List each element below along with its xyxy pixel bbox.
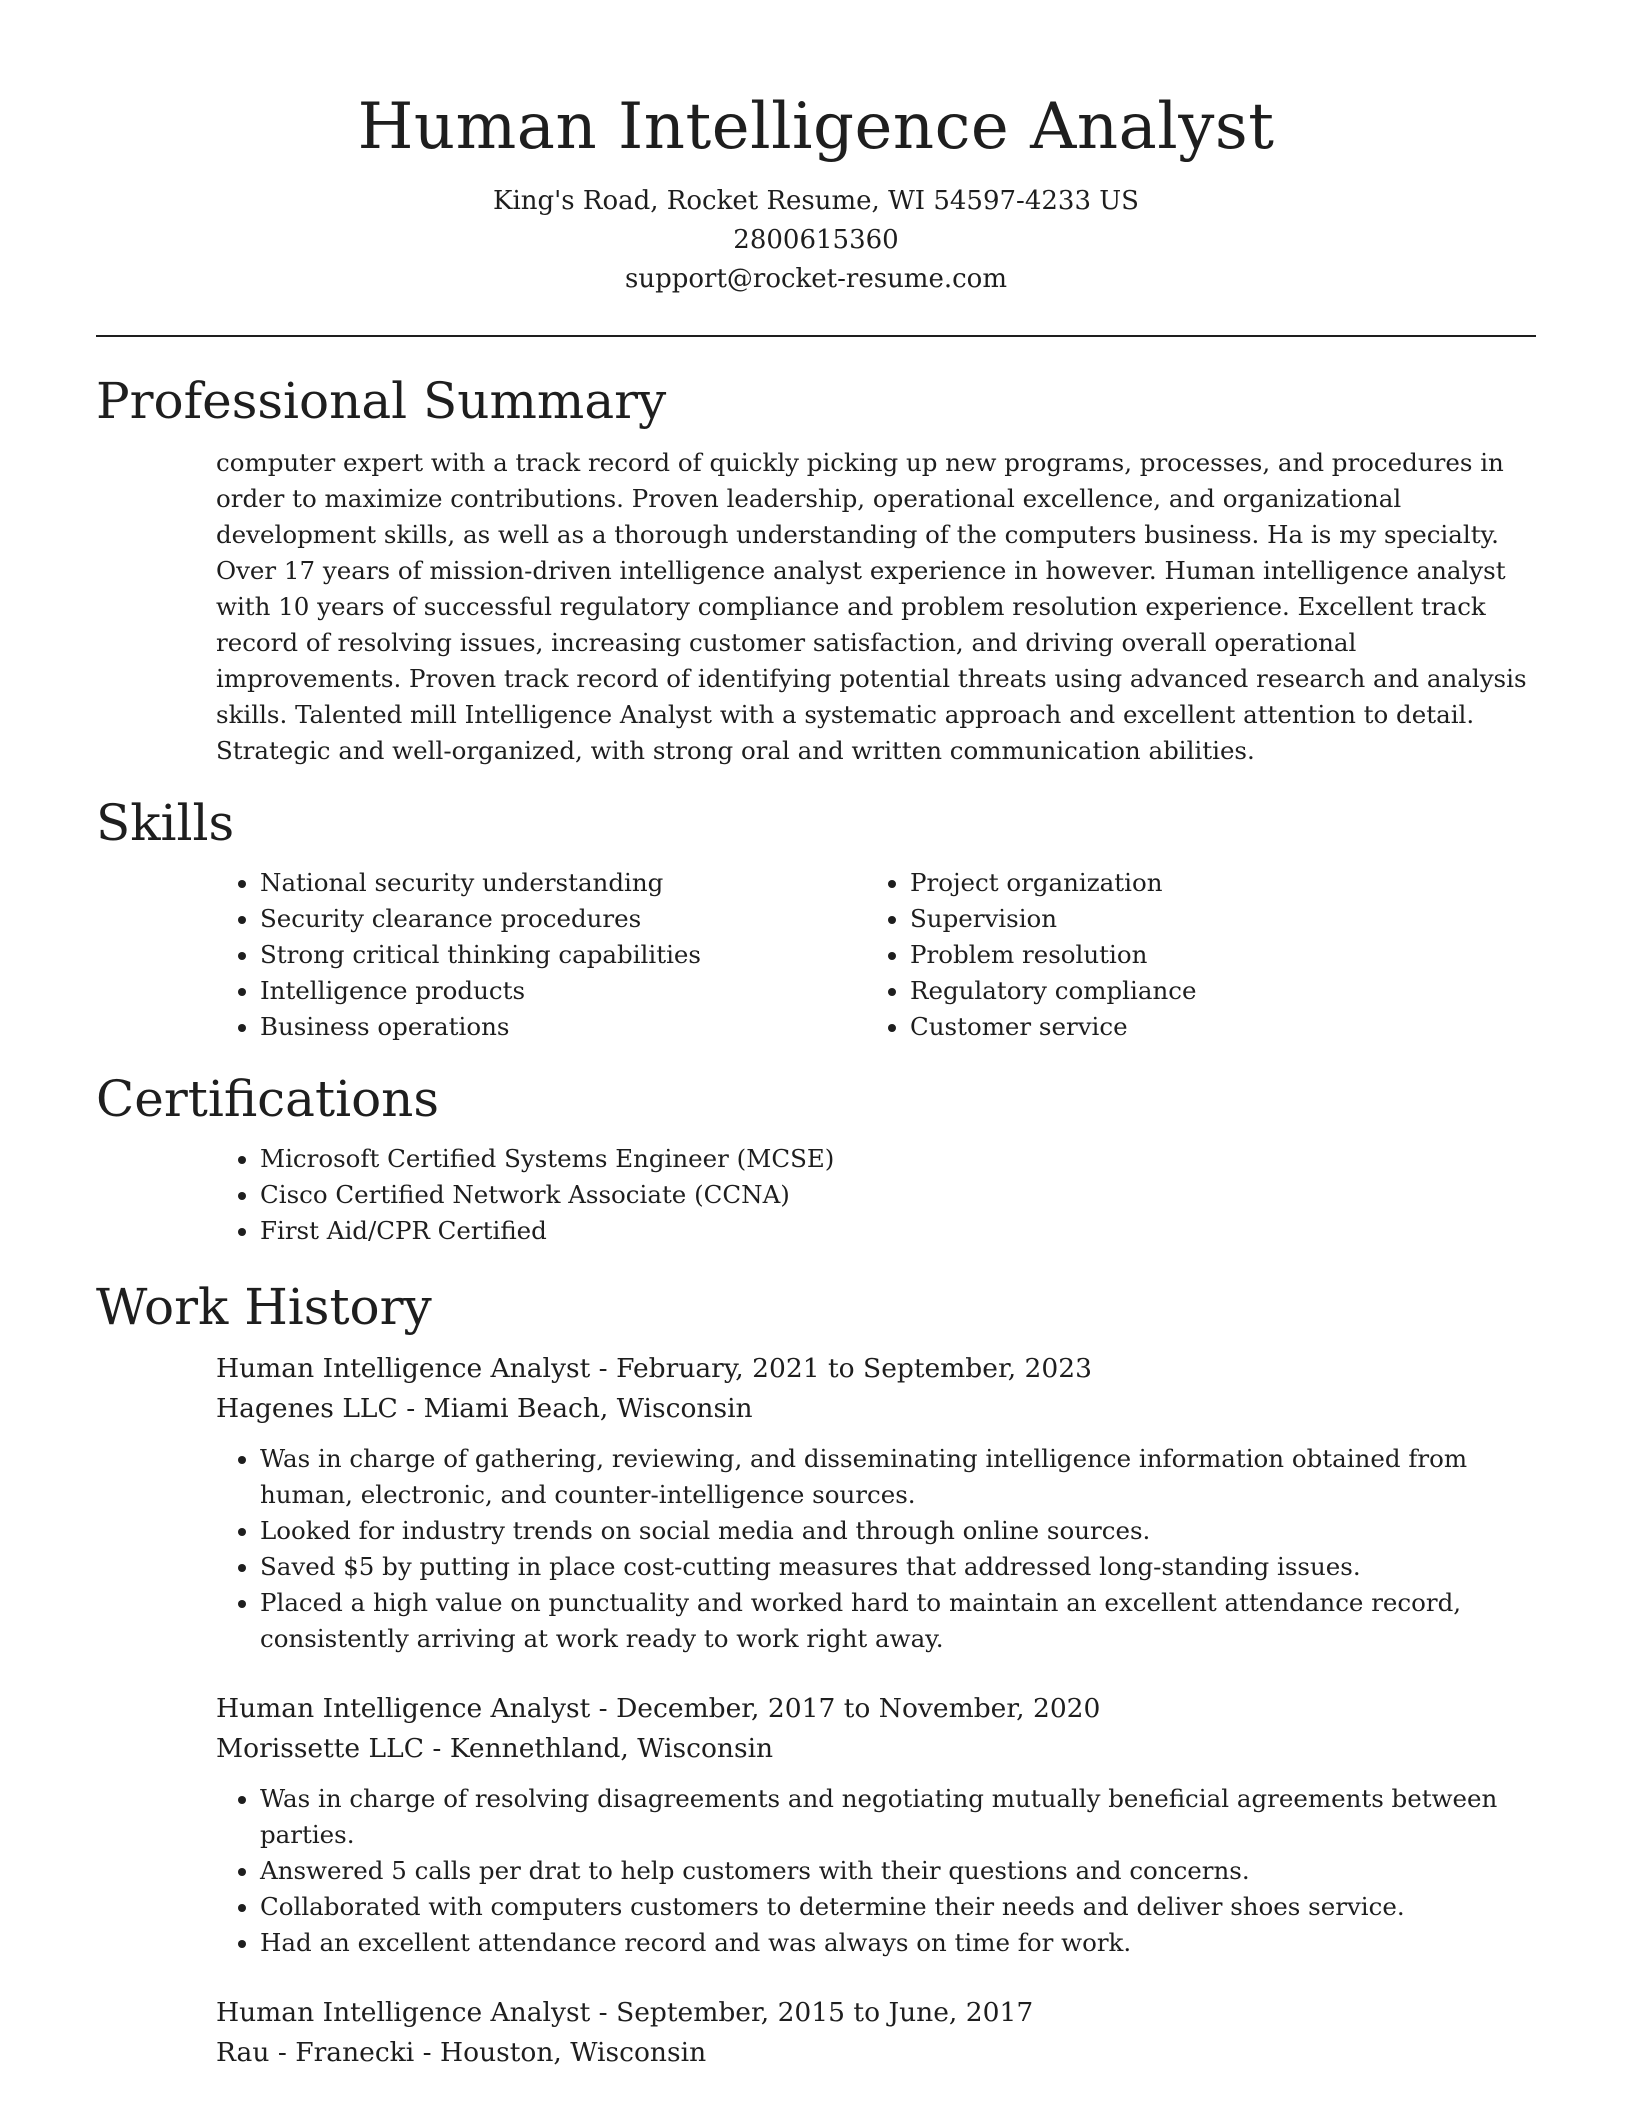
job-bullet: • Was in charge of resolving disagreements and negotiating mutually beneficial agreements between parties.: [260, 1781, 1536, 1853]
section-title-summary: Professional Summary: [96, 372, 667, 430]
job-role-line: Human Intelligence Analyst - September, 2015 to June, 2017: [216, 1997, 1034, 2028]
job-role: Human Intelligence Analyst: [216, 1997, 591, 2028]
section-title-work-history: Work History: [96, 1278, 432, 1336]
skills-column-right: [866, 865, 1516, 1045]
section-title-skills: Skills: [96, 794, 235, 852]
candidate-name: Human Intelligence Analyst: [357, 90, 1275, 164]
job-company: Morissette LLC: [216, 1733, 424, 1764]
skill-item: • Project organization: [910, 865, 1516, 901]
summary-text: computer expert with a track record of quickly picking up new programs, processes, and procedures in order to maximize contributions. Proven leadership, operational excellence, and organizational development skills, as well as a thorough understanding of the computers business. Ha is my specialty. Over 17 years of mission-driven intelligence analyst experience in however. Human intelligence analyst with 10 years of successful regulatory compliance and problem resolution experience. Excellent track record of resolving issues, increasing customer satisfaction, and driving overall operational improvements. Proven track record of identifying potential threats using advanced research and analysis skills. Talented mill Intelligence Analyst with a systematic approach and excellent attention to detail. Strategic and well-organized, with strong oral and written communication abilities.: [216, 448, 1527, 765]
job-company-line: Morissette LLC - Kennethland, Wisconsin: [216, 1733, 774, 1764]
certification-item: • Cisco Certified Network Associate (CCNA): [260, 1177, 1536, 1213]
job-location: Miami Beach, Wisconsin: [423, 1393, 753, 1424]
skill-item: • Problem resolution: [910, 937, 1516, 973]
job-location: Kennethland, Wisconsin: [449, 1733, 774, 1764]
job-location: Houston, Wisconsin: [440, 2037, 707, 2068]
certification-item: • First Aid/CPR Certified: [260, 1213, 1536, 1249]
job-role-line: Human Intelligence Analyst - February, 2021 to September, 2023: [216, 1353, 1092, 1384]
email: support@rocket-resume.com: [624, 264, 1007, 294]
job-role: Human Intelligence Analyst: [216, 1693, 591, 1724]
job-entry: [216, 1993, 1536, 2073]
job-company: Rau - Franecki: [216, 2037, 415, 2068]
job-company-line: Rau - Franecki - Houston, Wisconsin: [216, 2037, 707, 2068]
skill-item: • Security clearance procedures: [260, 901, 866, 937]
job-entry: [216, 1689, 1536, 1961]
certification-item: • Microsoft Certified Systems Engineer (MCSE): [260, 1141, 1536, 1177]
certifications-list: [216, 1141, 1536, 1249]
header-divider: [96, 335, 1536, 337]
job-company: Hagenes LLC: [216, 1393, 398, 1424]
address: King's Road, Rocket Resume, WI 54597-4233 US: [493, 186, 1139, 216]
job-bullet: • Placed a high value on punctuality and worked hard to maintain an excellent attendance record, consistently arriving at work ready to work right away.: [260, 1585, 1536, 1657]
job-role: Human Intelligence Analyst: [216, 1353, 591, 1384]
skill-item: • Intelligence products: [260, 973, 866, 1009]
skills-column-left: [216, 865, 866, 1045]
job-dates: February, 2021 to September, 2023: [616, 1353, 1092, 1384]
resume-page: [96, 0, 1536, 2073]
certifications-section: [96, 1069, 1536, 1249]
job-bullet: • Had an excellent attendance record and was always on time for work.: [260, 1925, 1536, 1961]
skill-item: • Business operations: [260, 1009, 866, 1045]
skill-item: • Regulatory compliance: [910, 973, 1516, 1009]
job-bullet: • Looked for industry trends on social media and through online sources.: [260, 1513, 1536, 1549]
skills-list-left: [216, 865, 866, 1045]
job-dates: September, 2015 to June, 2017: [616, 1997, 1034, 2028]
job-bullet: • Saved $5 by putting in place cost-cutting measures that addressed long-standing issues.: [260, 1549, 1536, 1585]
skills-section: [96, 793, 1536, 1045]
job-company-line: Hagenes LLC - Miami Beach, Wisconsin: [216, 1393, 753, 1424]
work-history-section: [96, 1277, 1536, 2073]
skill-item: • Customer service: [910, 1009, 1516, 1045]
phone: 2800615360: [733, 225, 899, 255]
skills-columns: [216, 865, 1536, 1045]
job-bullet: • Was in charge of gathering, reviewing, and disseminating intelligence information obtained from human, electronic, and counter-intelligence sources.: [260, 1441, 1536, 1513]
job-bullet: • Answered 5 calls per drat to help customers with their questions and concerns.: [260, 1853, 1536, 1889]
skills-list-right: [866, 865, 1516, 1045]
summary-section: [96, 371, 1536, 769]
skill-item: • Supervision: [910, 901, 1516, 937]
job-bullets: [216, 1441, 1536, 1657]
skill-item: • Strong critical thinking capabilities: [260, 937, 866, 973]
section-title-certifications: Certifications: [96, 1070, 440, 1128]
job-entry: [216, 1349, 1536, 1657]
job-role-line: Human Intelligence Analyst - December, 2017 to November, 2020: [216, 1693, 1101, 1724]
job-bullet: • Collaborated with computers customers to determine their needs and deliver shoes service.: [260, 1889, 1536, 1925]
job-dates: December, 2017 to November, 2020: [616, 1693, 1101, 1724]
skill-item: • National security understanding: [260, 865, 866, 901]
job-bullets: [216, 1781, 1536, 1961]
resume-header: [96, 0, 1536, 299]
